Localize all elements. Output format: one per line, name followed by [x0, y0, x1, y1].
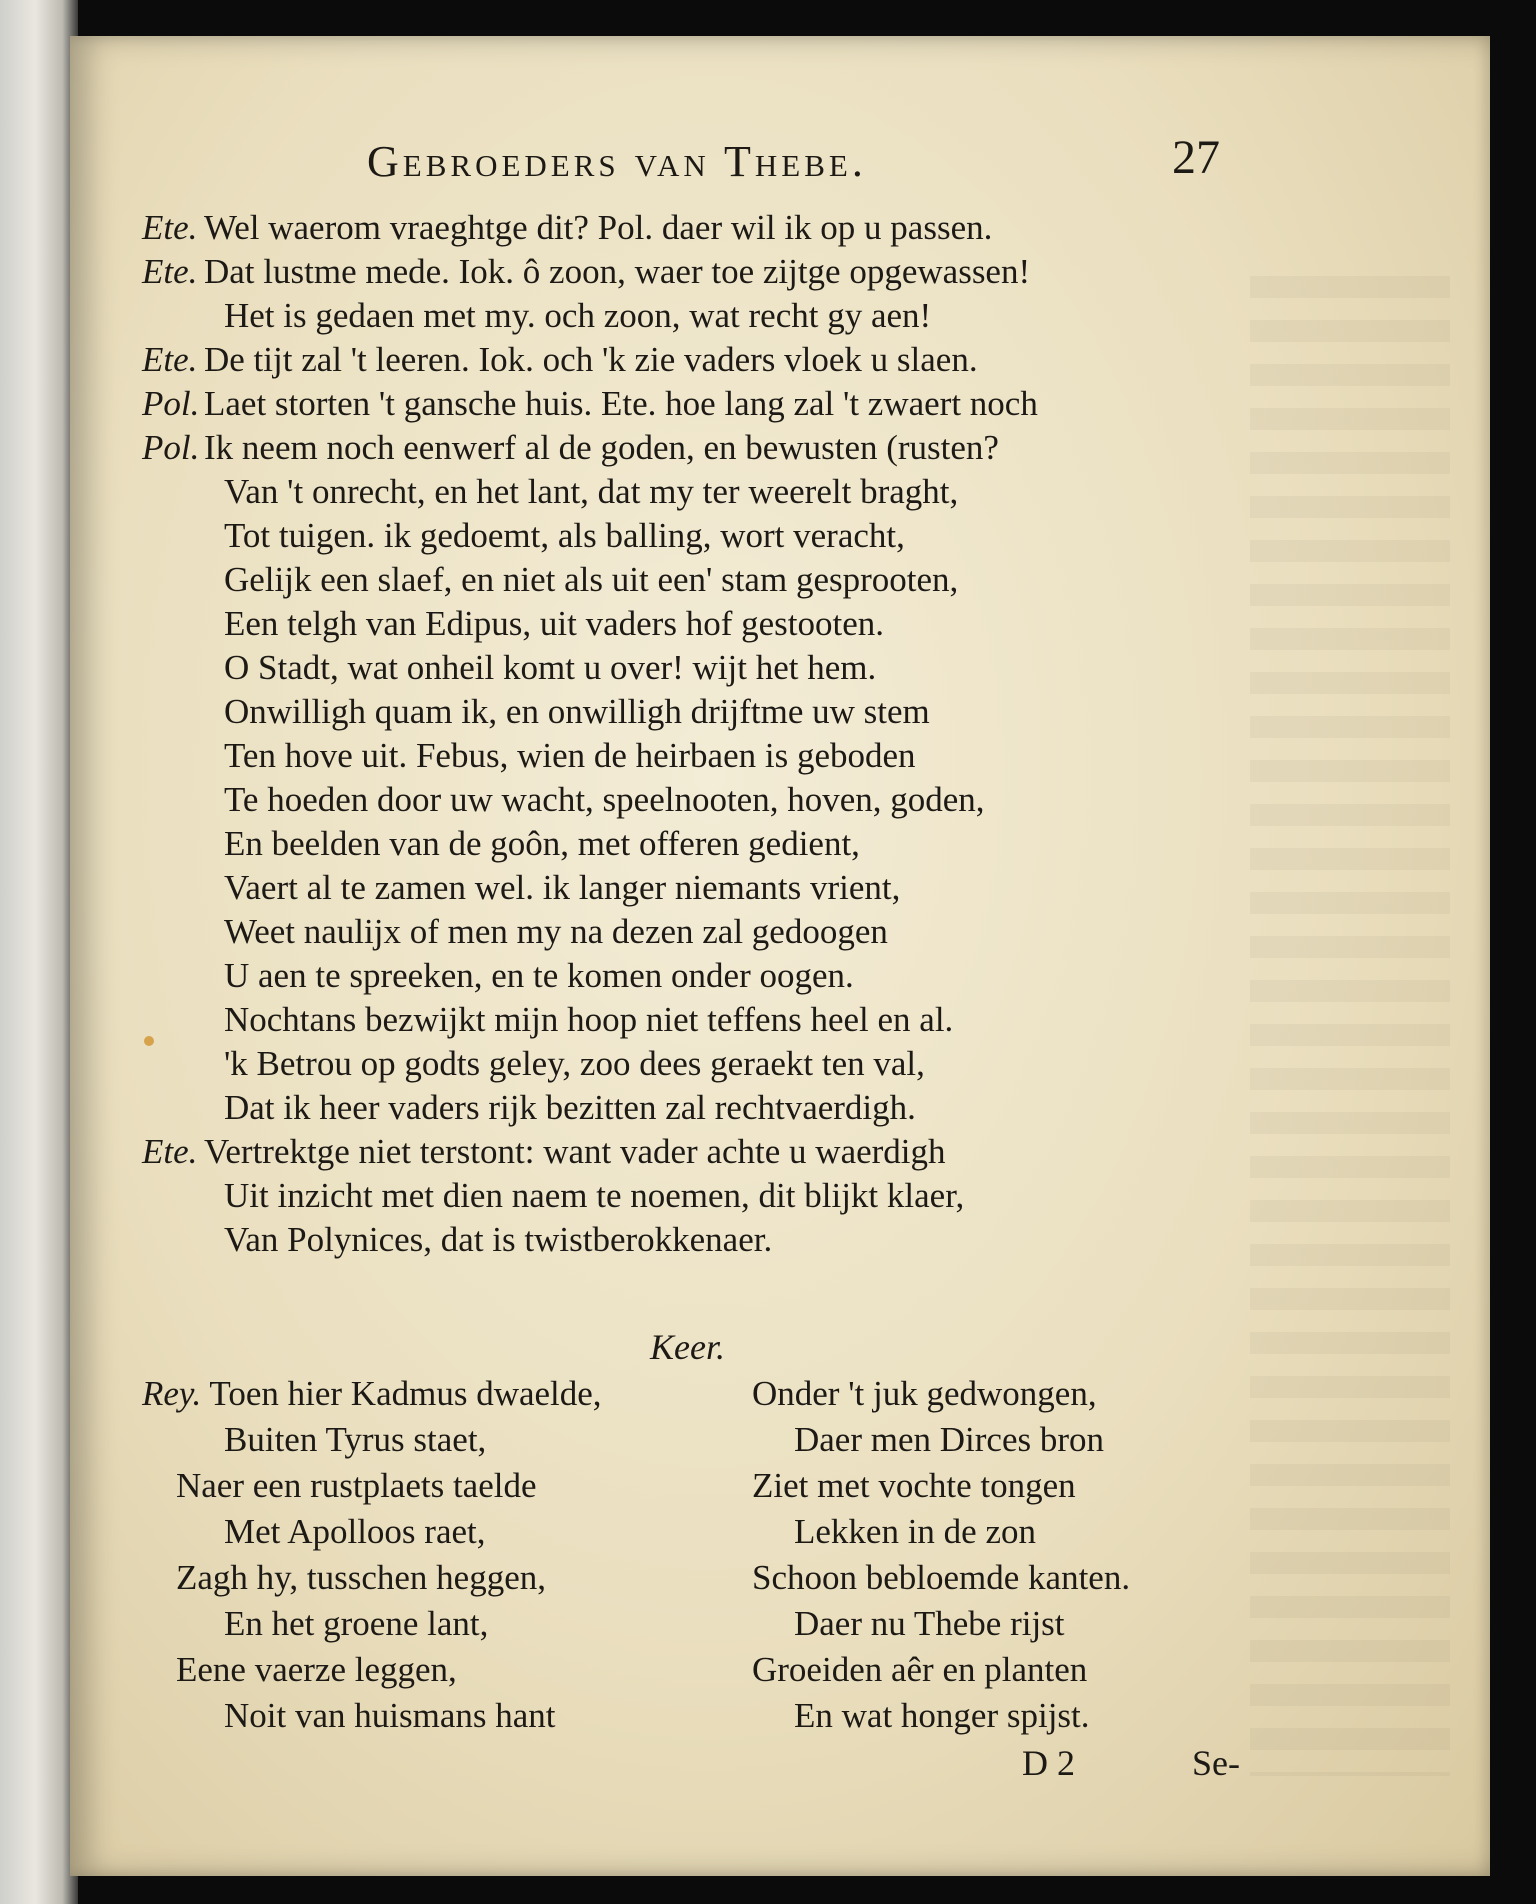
- chorus-right-verse: Lekken in de zon: [794, 1512, 1036, 1551]
- verse-text: Ik neem noch eenwerf al de goden, en bewusten (rusten?: [204, 428, 999, 467]
- verse-text: Onwilligh quam ik, en onwilligh drijftme uw stem: [224, 692, 930, 731]
- chorus-left-verse: [176, 1555, 546, 1601]
- chorus-right-verse: Schoon bebloemde kanten.: [752, 1558, 1131, 1597]
- verse-line: [142, 1086, 1302, 1130]
- verse-text: Nochtans bezwijkt mijn hoop niet teffens heel en al.: [224, 1000, 954, 1039]
- verse-text: Eene vaerze leggen,: [176, 1650, 457, 1689]
- verse-text: En het groene lant,: [224, 1604, 489, 1643]
- verse-line: [142, 778, 1302, 822]
- chorus-stanza: [142, 1371, 1302, 1739]
- verse-line: [142, 822, 1302, 866]
- chorus-row: [142, 1463, 1302, 1509]
- chorus-left-verse: [224, 1601, 488, 1647]
- verse-text: Uit inzicht met dien naem te noemen, dit blijkt klaer,: [224, 1176, 965, 1215]
- verse-text: De tijt zal 't leeren. Iok. och 'k zie vaders vloek u slaen.: [204, 340, 978, 379]
- verse-line: [142, 910, 1302, 954]
- verse-text: Gelijk een slaef, en niet als uit een' stam gesprooten,: [224, 560, 959, 599]
- verse-text: Van Polynices, dat is twistberokkenaer.: [224, 1220, 773, 1259]
- verse-text: Te hoeden door uw wacht, speelnooten, hoven, goden,: [224, 780, 985, 819]
- speaker-label: Ete.: [142, 340, 198, 379]
- verse-line: [142, 294, 1302, 338]
- speaker-label: Rey.: [142, 1374, 202, 1413]
- chorus-row: [142, 1601, 1302, 1647]
- verse-text: Dat ik heer vaders rijk bezitten zal rechtvaerdigh.: [224, 1088, 916, 1127]
- verse-text: Toen hier Kadmus dwaelde,: [209, 1374, 602, 1413]
- chorus-left-verse: [224, 1417, 486, 1463]
- verse-line: [142, 866, 1302, 910]
- verse-text: Ten hove uit. Febus, wien de heirbaen is geboden: [224, 736, 916, 775]
- verse-line: [142, 646, 1302, 690]
- page-header: [70, 131, 1490, 196]
- verse-text: Wel waerom vraeghtge dit? Pol. daer wil ik op u passen.: [204, 208, 993, 247]
- chorus-right-verse: Onder 't juk gedwongen,: [752, 1374, 1097, 1413]
- verse-line: [142, 1130, 1302, 1174]
- verse-text: Het is gedaen met my. och zoon, wat recht gy aen!: [224, 296, 932, 335]
- chorus-left-verse: [176, 1647, 457, 1693]
- chorus-left-verse: [176, 1463, 537, 1509]
- chorus-right-verse: Daer men Dirces bron: [794, 1420, 1105, 1459]
- book-page: [70, 36, 1490, 1876]
- verse-line: [142, 206, 1302, 250]
- chorus-left-verse: [224, 1509, 486, 1555]
- page-number: 27: [1172, 131, 1220, 184]
- section-title: Keer.: [650, 1327, 725, 1367]
- verse-text: U aen te spreeken, en te komen onder oogen.: [224, 956, 854, 995]
- verse-line: [142, 954, 1302, 998]
- verse-line: [142, 1218, 1302, 1262]
- chorus-right-verse: Ziet met vochte tongen: [752, 1466, 1076, 1505]
- verse-text: Weet naulijx of men my na dezen zal gedoogen: [224, 912, 888, 951]
- verse-line: [142, 382, 1302, 426]
- verse-text: 'k Betrou op godts geley, zoo dees geraekt ten val,: [224, 1044, 925, 1083]
- verse-text: Een telgh van Edipus, uit vaders hof gestooten.: [224, 604, 884, 643]
- speaker-label: Pol.: [142, 428, 200, 467]
- verse-text: Met Apolloos raet,: [224, 1512, 486, 1551]
- chorus-right-verse: En wat honger spijst.: [794, 1696, 1090, 1735]
- verse-text: Zagh hy, tusschen heggen,: [176, 1558, 546, 1597]
- dialogue-text: [142, 206, 1302, 1262]
- verse-line: [142, 998, 1302, 1042]
- chorus-right-verse: Groeiden aêr en planten: [752, 1650, 1088, 1689]
- chorus-row: [142, 1647, 1302, 1693]
- running-title: Gebroeders van Thebe.: [367, 137, 867, 186]
- verse-text: O Stadt, wat onheil komt u over! wijt het hem.: [224, 648, 877, 687]
- verse-line: [142, 470, 1302, 514]
- facing-page-edge: [0, 0, 78, 1904]
- speaker-label: Pol.: [142, 384, 200, 423]
- verse-text: Laet storten 't gansche huis. Ete. hoe lang zal 't zwaert noch: [204, 384, 1038, 423]
- verse-line: [142, 250, 1302, 294]
- verse-text: Naer een rustplaets taelde: [176, 1466, 537, 1505]
- verse-line: [142, 1042, 1302, 1086]
- verse-text: Dat lustme mede. Iok. ô zoon, waer toe zijtge opgewassen!: [204, 252, 1031, 291]
- verse-text: En beelden van de goôn, met offeren gedient,: [224, 824, 860, 863]
- chorus-row: [142, 1693, 1302, 1739]
- chorus-row: [142, 1509, 1302, 1555]
- verse-line: [142, 558, 1302, 602]
- chorus-right-verse: Daer nu Thebe rijst: [794, 1604, 1065, 1643]
- verse-text: Tot tuigen. ik gedoemt, als balling, wort veracht,: [224, 516, 905, 555]
- chorus-left-verse: [142, 1371, 602, 1417]
- verse-line: [142, 338, 1302, 382]
- chorus-row: [142, 1555, 1302, 1601]
- verse-text: Vaert al te zamen wel. ik langer niemants vrient,: [224, 868, 901, 907]
- speaker-label: Ete.: [142, 1132, 198, 1171]
- verse-line: [142, 690, 1302, 734]
- chorus-row: [142, 1371, 1302, 1417]
- verse-text: Van 't onrecht, en het lant, dat my ter weerelt braght,: [224, 472, 959, 511]
- verse-line: [142, 602, 1302, 646]
- chorus-left-verse: [224, 1693, 556, 1739]
- verse-text: Buiten Tyrus staet,: [224, 1420, 487, 1459]
- verse-line: [142, 1174, 1302, 1218]
- signature-mark: D 2: [1022, 1743, 1075, 1783]
- verse-text: Vertrektge niet terstont: want vader achte u waerdigh: [204, 1132, 946, 1171]
- speaker-label: Ete.: [142, 252, 198, 291]
- verse-text: Noit van huismans hant: [224, 1696, 556, 1735]
- speaker-label: Ete.: [142, 208, 198, 247]
- catchword: Se-: [1192, 1743, 1240, 1783]
- verse-line: [142, 734, 1302, 778]
- verse-line: [142, 514, 1302, 558]
- chorus-row: [142, 1417, 1302, 1463]
- verse-line: [142, 426, 1302, 470]
